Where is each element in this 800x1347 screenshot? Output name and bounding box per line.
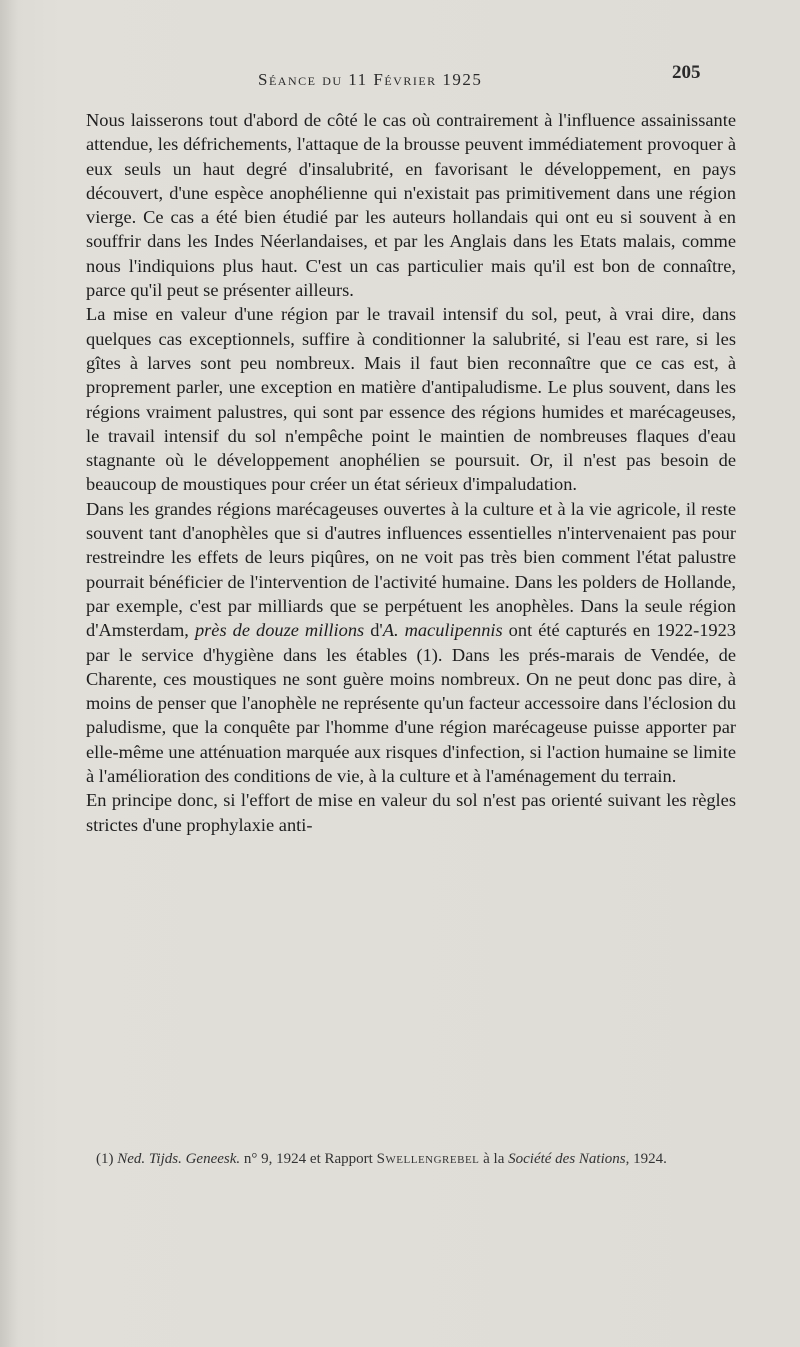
footnote-text-2: à la <box>479 1151 509 1167</box>
paragraph-3-italic-2: A. maculipennis <box>382 620 503 641</box>
paragraph-3-part-1: Dans les grandes régions marécageuses ouvertes à la culture et à la vie agricole, il reste souvent tant d'anophèles que si d'autres influences essentielles n'intervenaient pas pour restreindre les effets de leurs piqûres, on ne voit pas très bien comment l'état palustre pourrait bénéficier de l'intervention de l'activité humaine. Dans les polders de Hollande, par exemple, c'est par milliards que se perpétuent les anophèles. Dans la seule région d'Amsterdam, <box>86 498 736 641</box>
footnote-society: Société des Nations <box>508 1151 626 1167</box>
paragraph-1: Nous laisserons tout d'abord de côté le cas où contrairement à l'influence assainissante attendue, les défrichements, l'attaque de la brousse peuvent immédiatement provoquer à eux seuls un haut degré d'insalubrité, en favorisant le développement, en pays découvert, d'une espèce anophélienne qui n'existait pas primitivement dans une région vierge. Ce cas a été bien étudié par les auteurs hollandais qui ont eu si souvent à en souffrir dans les Indes Néerlandaises, et par les Anglais dans les Etats malais, comme nous l'indiquions plus haut. C'est un cas particulier mais qu'il est bon de connaître, parce qu'il peut se présenter ailleurs. <box>86 110 736 301</box>
paragraph-3 <box>86 497 736 789</box>
footnote-text-3: , 1924. <box>625 1151 667 1167</box>
footnote <box>96 1148 736 1170</box>
page-header <box>0 56 800 96</box>
paragraph-2: La mise en valeur d'une région par le travail intensif du sol, peut, à vrai dire, dans quelques cas exceptionnels, suffire à conditionner la salubrité, si l'eau est rare, si les gîtes à larves sont peu nombreux. Mais il faut bien reconnaître que ce cas est, à proprement parler, une exception en matière d'antipaludisme. Le plus souvent, dans les régions vraiment palustres, qui sont par essence des régions humides et marécageuses, le travail intensif du sol n'empêche point le maintien de nombreuses flaques d'eau stagnante où le développement anophélien se poursuit. Or, il n'est pas besoin de beaucoup de moustiques pour créer un état sérieux d'impaludation. <box>86 304 736 495</box>
footnote-journal: Ned. Tijds. Geneesk. <box>117 1151 241 1167</box>
footnote-marker: (1) <box>96 1151 118 1167</box>
paragraph-3-italic-1: près de douze millions <box>194 620 365 641</box>
running-head: Séance du 11 Février 1925 <box>258 70 483 89</box>
page-number: 205 <box>672 62 701 83</box>
footnote-text-1: n° 9, 1924 et Rapport <box>240 1151 377 1167</box>
paragraph-3-part-3: ont été capturés en 1922-1923 par le service d'hygiène dans les étables (1). Dans les prés-marais de Vendée, de Charente, ces moustiques ne sont guère moins nombreux. On ne peut donc pas dire, à moins de penser que l'anophèle ne représente qu'un facteur accessoire dans l'éclosion du paludisme, que la conquête par l'homme d'une région marécageuse puisse apporter par elle-même une atténuation marquée aux risques d'infection, si l'action humaine se limite à l'amélioration des conditions de vie, à la culture et à l'aménagement du terrain. <box>86 620 736 787</box>
paragraph-3-part-2: d' <box>364 620 383 641</box>
footnote-author: Swellengrebel <box>376 1151 480 1167</box>
body-text <box>86 108 736 837</box>
paragraph-4: En principe donc, si l'effort de mise en valeur du sol n'est pas orienté suivant les règles strictes d'une prophylaxie anti- <box>86 790 736 835</box>
